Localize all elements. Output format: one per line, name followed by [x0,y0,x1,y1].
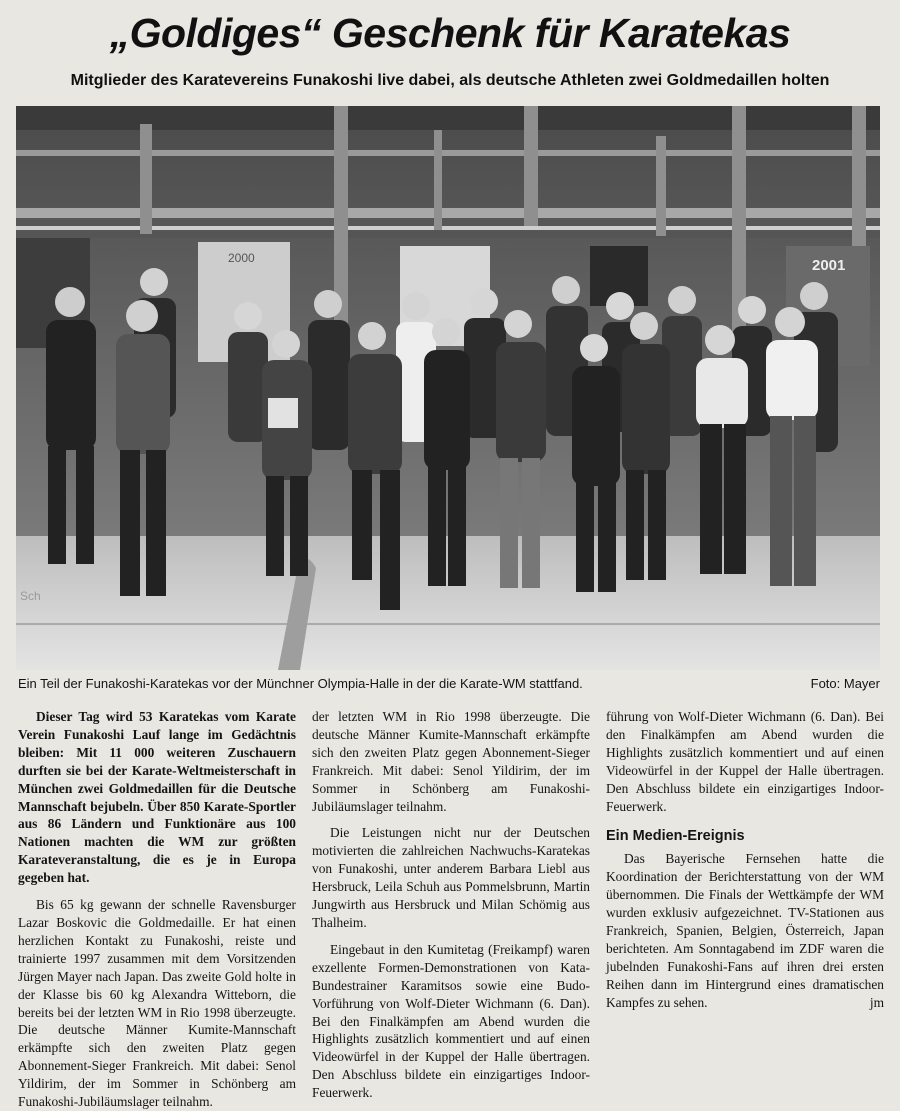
photo-credit: Foto: Mayer [810,676,880,691]
subheadline: Mitglieder des Karatevereins Funakoshi live dabei, als deutsche Athleten zwei Goldmedaillen holten [70,72,830,89]
sign-fragment: Sch [20,589,41,603]
section-subheading: Ein Medien-Ereignis [606,828,745,845]
body-paragraph-3: Eingebaut in den Kumitetag (Freikampf) waren exzellente Formen-Demonstrationen von Kata-Bundestrainer Karamitsos sowie eine Budo-Vorführung von Wolf-Dieter Wichmann (6. Dan). Bei den Finalkämpfen am Abend wurden die Highlights zusätzlich kommentiert und auf einen Videowürfel in der Kuppel der Halle übertragen. Den Abschluss bildete ein einzigartiges Indoor-Feuerwerk. [312,941,590,1101]
article-column-1 [18,708,296,1110]
poster-year-text: 2001 [812,257,846,274]
article-column-2 [312,708,590,1101]
body-paragraph-1: Bis 65 kg gewann der schnelle Ravensburger Lazar Boskovic die Goldmedaille. Er hat einen herzlichen Kontakt zu Funakoshi, reiste und trainierte 1997 zusammen mit dem Vorsitzenden Jürgen Mayer nach Japan. Das zweite Gold holte in der Klasse bis 60 kg Alexandra Witteborn, die bereits bei der letzten WM in Rio 1998 überzeugte. Die deutsche Männer Kumite-Mannschaft erkämpfte sich den zweiten Platz gegen Abonnement-Sieger Frankreich. Mit dabei: Senol Yildirim, der im Sommer in Schönberg am Funakoshi-Jubiläumslager teilnahm. [18,897,296,1110]
article-column-3 [606,708,884,1028]
photo-caption: Ein Teil der Funakoshi-Karatekas vor der Münchner Olympia-Halle in der die Karate-WM stattfand. [18,676,583,691]
lead-paragraph: Dieser Tag wird 53 Karatekas vom Karate Verein Funakoshi Lauf lange im Gedächtnis bleiben: Mit 11 000 weiteren Zuschauern durften sie bei der Karate-Weltmeisterschaft in München zwei Goldmedaillen für die Deutsche Mannschaft bejubeln. Über 850 Karate-Sportler aus 86 Ländern und Funktionäre aus 100 Nationen machten die WM zur größten Karateveranstaltung, die es je in Europa gegeben hat. [18,709,296,886]
body-paragraph-4 [606,850,884,1011]
body-paragraph-2: Die Leistungen nicht nur der Deutschen motivierten die zahlreichen Nachwuchs-Karatekas von Funakoshi, unter anderem Barbara Liebl aus Hersbruck, Leila Schuh aus Pommelsbrunn, Martin Jungwirth aus Hersbruck und Milan Schömig aus Thalheim. [312,825,590,930]
headline: „Goldiges“ Geschenk für Karatekas [109,10,791,56]
body-paragraph-1-continued: der letzten WM in Rio 1998 überzeugte. Die deutsche Männer Kumite-Mannschaft erkämpfte sich den zweiten Platz gegen Abonnement-Sieger Frankreich. Mit dabei: Senol Yildirim, der im Sommer in Schönberg am Funakoshi-Jubiläumslager teilnahm. [312,709,590,814]
body-paragraph-4-text: Das Bayerische Fernsehen hatte die Koordination der Berichterstattung von der WM übernommen. Die Finals der Wettkämpfe der WM wurden exklusiv aufgezeichnet. TV-Stationen aus Frankreich, Spanien, Belgien, Österreich, Japan berichteten. Am Sonntagabend im ZDF waren die jubelnden Funakoshi-Fans auf ihren drei ersten Reihen dann im Hintergrund eines dramatischen Kampfes zu sehen. [606,851,884,1010]
author-signature: jm [869,994,884,1010]
photo-caption-row [18,674,880,694]
poster-text: 2000 [228,251,255,265]
group-photo [16,106,880,670]
body-paragraph-3-continued: führung von Wolf-Dieter Wichmann (6. Dan). Bei den Finalkämpfen am Abend wurden die Highlights zusätzlich kommentiert und auf einen Videowürfel in der Kuppel der Halle übertragen. Den Abschluss bildete ein einzigartiges Indoor-Feuerwerk. [606,709,884,814]
